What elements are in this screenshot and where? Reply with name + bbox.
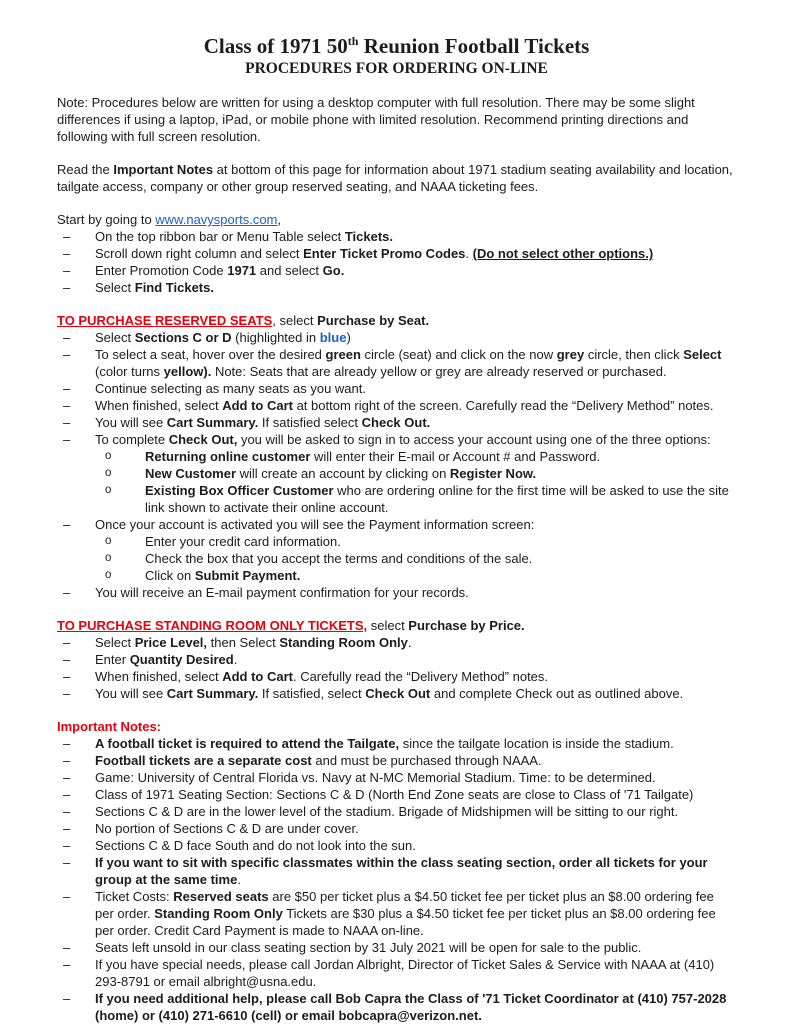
text-run: . [407, 635, 412, 650]
bullet-text [145, 533, 736, 550]
text-run: then Select [207, 635, 280, 650]
dash-bullet-marker: – [63, 940, 71, 955]
bullet-text [95, 786, 736, 803]
dash-bullet-marker: – [63, 821, 71, 836]
bullet-item [57, 584, 736, 601]
text-run: Note: Procedures below are written for using a desktop computer with full resolution. There may be some slight differences if using a laptop, iPad, or mobile phone with limited resolution. Recommend printing directions and following with full screen resolution. [57, 95, 695, 144]
text-run: since the tailgate location is inside the stadium. [399, 736, 674, 751]
text-run: Cart Summary. [166, 415, 259, 430]
dash-bullet-marker: – [63, 736, 71, 751]
standing-room-steps [57, 634, 736, 702]
dash-bullet-marker: – [63, 229, 71, 244]
text-run: (highlighted in [231, 330, 320, 345]
bullet-text [95, 584, 736, 601]
text-run: Select [683, 347, 722, 362]
text-run: Tickets are $30 plus a $4.50 ticket fee per ticket plus an $8.00 ordering fee per order. Credit Card Payment is made to NAAA on-line. [95, 906, 716, 938]
text-run: Add to Cart [222, 398, 293, 413]
text-run: Start by going to [57, 212, 156, 227]
text-run: Continue selecting as many seats as you want. [95, 381, 366, 396]
dash-bullet-marker: – [63, 585, 71, 600]
text-run: Sections C & D are in the lower level of the stadium. Brigade of Midshipmen will be sitting to our right. [95, 804, 679, 819]
bullet-text [95, 329, 736, 346]
bullet-item [57, 990, 736, 1024]
text-run: Game: University of Central Florida vs. Navy at N-MC Memorial Stadium. Time: to be determined. [95, 770, 656, 785]
dash-bullet-marker: – [63, 635, 71, 650]
text-run: Reserved seats [173, 889, 269, 904]
dash-bullet-marker: – [63, 330, 71, 345]
reserved-seats-steps [57, 329, 736, 601]
circle-bullet-marker: o [105, 467, 112, 479]
bullet-text [95, 245, 736, 262]
bullet-text [145, 448, 736, 465]
bullet-text [145, 465, 736, 482]
dash-bullet-marker: – [63, 991, 71, 1006]
text-run: Seats left unsold in our class seating section by 31 July 2021 will be open for sale to the public. [95, 940, 642, 955]
text-run: If satisfied, select [258, 686, 366, 701]
text-run: at bottom of this page for information about 1971 stadium seating availability and location, tailgate access, company or other group reserved seating, and NAAA ticketing fees. [57, 162, 733, 194]
text-run: Select [95, 330, 135, 345]
text-run: (Do not select other options.) [472, 246, 654, 261]
text-run: and must be purchased through NAAA. [311, 753, 542, 768]
text-run: A football ticket is required to attend the Tailgate, [95, 736, 400, 751]
dash-bullet-marker: – [63, 855, 71, 870]
sub-bullet-item [57, 533, 736, 550]
text-run: Select [95, 635, 135, 650]
sub-bullet-item [57, 567, 736, 584]
text-run: Click on [145, 568, 195, 583]
bullet-text [95, 803, 736, 820]
bullet-item [57, 262, 736, 279]
text-run: Sections C or D [134, 330, 232, 345]
text-run: . [237, 872, 241, 887]
bullet-item [57, 956, 736, 990]
text-run: Sections C & D face South and do not look into the sun. [95, 838, 416, 853]
bullet-text [95, 956, 736, 990]
text-run: TO PURCHASE STANDING ROOM ONLY TICKETS, [57, 618, 368, 633]
text-run: No portion of Sections C & D are under cover. [95, 821, 359, 836]
important-notes-heading [57, 718, 736, 735]
dash-bullet-marker: – [63, 263, 71, 278]
dash-bullet-marker: – [63, 770, 71, 785]
text-run: ) [346, 330, 351, 345]
bullet-item [57, 735, 736, 752]
bullet-text [95, 939, 736, 956]
standing-room-heading [57, 617, 736, 634]
bullet-text [95, 854, 736, 888]
bullet-item [57, 820, 736, 837]
text-run: TO PURCHASE RESERVED SEATS [57, 313, 273, 328]
bullet-text [95, 634, 736, 651]
text-run: grey [556, 347, 585, 362]
text-run: will create an account by clicking on [236, 466, 450, 481]
sub-bullet-item [57, 550, 736, 567]
text-run: You will see [95, 415, 167, 430]
sub-bullet-item [57, 448, 736, 465]
bullet-item [57, 431, 736, 448]
dash-bullet-marker: – [63, 753, 71, 768]
bullet-item [57, 380, 736, 397]
text-run: circle (seat) and click on the now [360, 347, 557, 362]
dash-bullet-marker: – [63, 787, 71, 802]
bullet-text [95, 990, 736, 1024]
text-run: Once your account is activated you will see the Payment information screen: [95, 517, 535, 532]
bullet-text [95, 837, 736, 854]
start-paragraph [57, 211, 736, 228]
bullet-text [95, 820, 736, 837]
text-run: Purchase by Price. [408, 618, 525, 633]
bullet-item [57, 516, 736, 533]
text-run: Class of 1971 Seating Section: Sections C & D (North End Zone seats are close to Class of '71 Tailgate) [95, 787, 694, 802]
text-run: Ticket Costs: [95, 889, 174, 904]
bullet-text [145, 567, 736, 584]
bullet-text [145, 482, 736, 516]
bullet-text [95, 769, 736, 786]
text-run: Purchase by Seat. [317, 313, 430, 328]
text-run: green [325, 347, 361, 362]
text-run: If you want to sit with specific classmates within the class seating section, order all tickets for your group at the same time [95, 855, 708, 887]
text-run: If satisfied select [258, 415, 362, 430]
text-run: will enter their E-mail or Account # and Password. [310, 449, 601, 464]
bullet-item [57, 668, 736, 685]
text-run: yellow). [163, 364, 212, 379]
text-run: You will receive an E-mail payment confirmation for your records. [95, 585, 469, 600]
dash-bullet-marker: – [63, 381, 71, 396]
text-run: Go. [322, 263, 345, 278]
bullet-text [95, 228, 736, 245]
bullet-item [57, 752, 736, 769]
text-run: Important Notes: [57, 719, 161, 734]
bullet-text [95, 431, 736, 448]
text-run: Read the [57, 162, 114, 177]
bullet-item [57, 939, 736, 956]
text-run: Check the box that you accept the terms and conditions of the sale. [145, 551, 533, 566]
text-run: When finished, select [95, 669, 223, 684]
bullet-item [57, 888, 736, 939]
text-run: . [465, 246, 473, 261]
circle-bullet-marker: o [105, 569, 112, 581]
sub-bullet-item [57, 482, 736, 516]
bullet-text [95, 397, 736, 414]
text-run: Scroll down right column and select [95, 246, 304, 261]
dash-bullet-marker: – [63, 517, 71, 532]
bullet-item [57, 769, 736, 786]
bullet-item [57, 245, 736, 262]
reserved-seats-heading [57, 312, 736, 329]
bullet-item [57, 397, 736, 414]
document-body [57, 94, 736, 1024]
bullet-item [57, 651, 736, 668]
dash-bullet-marker: – [63, 957, 71, 972]
text-run: . [233, 652, 238, 667]
text-run: you will be asked to sign in to access your account using one of the three options: [237, 432, 711, 447]
circle-bullet-marker: o [105, 450, 112, 462]
bullet-text [95, 668, 736, 685]
text-run: Reunion Football Tickets [358, 34, 590, 58]
bullet-item [57, 786, 736, 803]
bullet-text [95, 752, 736, 769]
dash-bullet-marker: – [63, 889, 71, 904]
text-run: Tickets. [344, 229, 393, 244]
text-run: On the top ribbon bar or Menu Table select [95, 229, 345, 244]
bullet-item [57, 854, 736, 888]
text-run: Existing Box Officer Customer [145, 483, 334, 498]
text-run: Enter Promotion Code [95, 263, 228, 278]
text-run: Important Notes [113, 162, 214, 177]
text-run: New Customer [145, 466, 237, 481]
circle-bullet-marker: o [105, 484, 112, 496]
text-run: Check Out, [168, 432, 238, 447]
bullet-text [95, 651, 736, 668]
bullet-item [57, 837, 736, 854]
text-run: Standing Room Only [279, 635, 408, 650]
text-run: Add to Cart [222, 669, 293, 684]
bullet-text [95, 685, 736, 702]
dash-bullet-marker: – [63, 804, 71, 819]
text-run: who are ordering online for the first time will be asked to use the site link shown to activate their online account. [145, 483, 729, 515]
bullet-item [57, 279, 736, 296]
bullet-text [95, 279, 736, 296]
dash-bullet-marker: – [63, 398, 71, 413]
dash-bullet-marker: – [63, 246, 71, 261]
dash-bullet-marker: – [63, 838, 71, 853]
bullet-item [57, 414, 736, 431]
text-run: Standing Room Only [154, 906, 283, 921]
sub-bullet-item [57, 465, 736, 482]
text-run: Enter Ticket Promo Codes [303, 246, 466, 261]
text-run: (color turns [95, 364, 164, 379]
bullet-text [95, 262, 736, 279]
text-run: and complete Check out as outlined above. [430, 686, 684, 701]
text-run: Check Out. [361, 415, 431, 430]
text-run: Class of 1971 50 [203, 34, 348, 58]
text-run: select [367, 618, 409, 633]
text-run: at bottom right of the screen. Carefully read the “Delivery Method” notes. [292, 398, 714, 413]
circle-bullet-marker: o [105, 552, 112, 564]
text-run: blue [319, 330, 347, 345]
bullet-text [95, 380, 736, 397]
text-run: , select [272, 313, 318, 328]
text-run: Returning online customer [145, 449, 311, 464]
text-run: Football tickets are a separate cost [95, 753, 312, 768]
bullet-item [57, 346, 736, 380]
document-subtitle: PROCEDURES FOR ORDERING ON-LINE [245, 60, 548, 77]
text-run: You will see [95, 686, 167, 701]
important-notes-list [57, 735, 736, 1024]
bullet-text [95, 888, 736, 939]
navysports-link[interactable]: www.navysports.com [155, 212, 278, 227]
dash-bullet-marker: – [63, 415, 71, 430]
bullet-item [57, 634, 736, 651]
text-run: Quantity Desired [129, 652, 234, 667]
text-run: 1971 [227, 263, 257, 278]
circle-bullet-marker: o [105, 535, 112, 547]
note-paragraph [57, 94, 736, 145]
read-important-notes-paragraph [57, 161, 736, 195]
superscript-text: th [347, 34, 359, 48]
text-run: Cart Summary. [166, 686, 259, 701]
text-run: and select [256, 263, 323, 278]
document-title [57, 34, 736, 58]
bullet-text [95, 414, 736, 431]
text-run: If you have special needs, please call Jordan Albright, Director of Ticket Sales & Service with NAAA at (410) 293-8791 or email albright@usna.edu. [95, 957, 715, 989]
text-run: Register Now. [449, 466, 537, 481]
bullet-text [95, 735, 736, 752]
bullet-item [57, 329, 736, 346]
dash-bullet-marker: – [63, 686, 71, 701]
text-run: Submit Payment. [194, 568, 301, 583]
text-run: Check Out [365, 686, 431, 701]
getting-started-list [57, 228, 736, 296]
text-run: Price Level, [134, 635, 208, 650]
bullet-item [57, 685, 736, 702]
bullet-text [145, 550, 736, 567]
text-run: Select [95, 280, 135, 295]
bullet-text [95, 346, 736, 380]
text-run: Enter your credit card information. [145, 534, 341, 549]
dash-bullet-marker: – [63, 432, 71, 447]
text-run: Note: Seats that are already yellow or grey are already reserved or purchased. [211, 364, 667, 379]
dash-bullet-marker: – [63, 652, 71, 667]
text-run: To select a seat, hover over the desired [95, 347, 326, 362]
bullet-item [57, 228, 736, 245]
text-run: When finished, select [95, 398, 223, 413]
dash-bullet-marker: – [63, 347, 71, 362]
text-run: circle, then click [584, 347, 684, 362]
text-run: To complete [95, 432, 169, 447]
text-run: , [277, 212, 281, 227]
text-run: are $50 per ticket plus a $4.50 ticket fee per ticket plus an $8.00 ordering fee per order. [95, 889, 714, 921]
text-run: . Carefully read the “Delivery Method” notes. [292, 669, 549, 684]
bullet-text [95, 516, 736, 533]
bullet-item [57, 803, 736, 820]
text-run: If you need additional help, please call Bob Capra the Class of '71 Ticket Coordinator at (410) 757-2028 (home) or (410) 271-6610 (cell) or email bobcapra@verizon.net. [95, 991, 727, 1023]
text-run: Find Tickets. [134, 280, 214, 295]
text-run: Enter [95, 652, 130, 667]
dash-bullet-marker: – [63, 280, 71, 295]
dash-bullet-marker: – [63, 669, 71, 684]
